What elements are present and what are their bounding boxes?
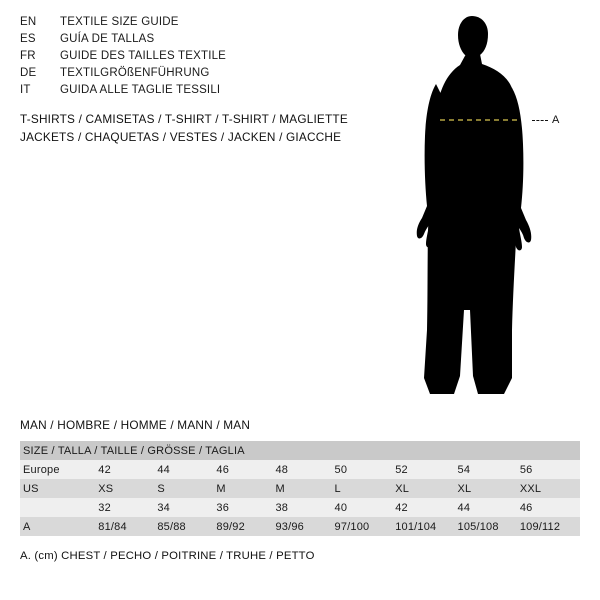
- cell: 56: [519, 463, 533, 476]
- garment-line-jackets: JACKETS / CHAQUETAS / VESTES / JACKEN / GIACCHE: [20, 130, 342, 144]
- table-title: MAN / HOMBRE / HOMME / MANN / MAN: [20, 418, 251, 432]
- table-footnote: A. (cm) CHEST / PECHO / POITRINE / TRUHE / PETTO: [20, 550, 315, 562]
- row-label: Europe: [23, 463, 60, 476]
- language-code: IT: [20, 84, 31, 96]
- cell: XS: [98, 482, 114, 495]
- language-text: GUÍA DE TALLAS: [60, 33, 155, 45]
- language-text: GUIDA ALLE TAGLIE TESSILI: [60, 84, 221, 96]
- row-label: US: [23, 482, 39, 495]
- size-table: [20, 441, 580, 536]
- cell: 101/104: [395, 520, 437, 533]
- cell: 97/100: [334, 520, 370, 533]
- cell: 34: [157, 501, 170, 514]
- language-row: [20, 84, 380, 101]
- cell: XL: [395, 482, 410, 495]
- cell: 44: [457, 501, 471, 514]
- language-code: FR: [20, 50, 36, 62]
- language-code: EN: [20, 16, 37, 28]
- language-row: [20, 16, 380, 33]
- cell: 42: [98, 463, 111, 476]
- cell: 40: [334, 501, 348, 514]
- cell: 46: [216, 463, 230, 476]
- language-row: [20, 50, 380, 67]
- garment-types: [20, 110, 420, 146]
- cell: M: [275, 482, 285, 495]
- body-silhouette: [400, 10, 590, 405]
- table-header-row: [20, 441, 580, 460]
- cell: S: [157, 482, 165, 495]
- cell: 38: [275, 501, 289, 514]
- row-label: A: [23, 520, 31, 533]
- language-text: TEXTILGRÖßENFÜHRUNG: [60, 67, 210, 79]
- language-row: [20, 33, 380, 50]
- cell: 81/84: [98, 520, 127, 533]
- cell: M: [216, 482, 226, 495]
- language-list: [20, 16, 380, 101]
- cell: 85/88: [157, 520, 186, 533]
- cell: 52: [395, 463, 408, 476]
- cell: 89/92: [216, 520, 245, 533]
- language-text: TEXTILE SIZE GUIDE: [60, 16, 179, 28]
- cell: 46: [519, 501, 533, 514]
- language-text: GUIDE DES TAILLES TEXTILE: [60, 50, 227, 62]
- cell: 36: [216, 501, 230, 514]
- cell: 105/108: [457, 520, 499, 533]
- cell: 48: [275, 463, 289, 476]
- cell: 50: [334, 463, 348, 476]
- language-code: ES: [20, 33, 36, 45]
- silhouette-svg: [400, 10, 590, 405]
- language-row: [20, 67, 380, 84]
- table-row: [20, 460, 580, 479]
- row-label: [20, 498, 96, 517]
- cell: 32: [98, 501, 111, 514]
- cell: XXL: [519, 482, 542, 495]
- table-header-label: SIZE / TALLA / TAILLE / GRÖSSE / TAGLIA: [23, 444, 245, 457]
- cell: 42: [395, 501, 408, 514]
- cell: 109/112: [519, 520, 561, 533]
- measure-label-a: A: [552, 114, 560, 126]
- garment-line-tshirts: T-SHIRTS / CAMISETAS / T-SHIRT / T-SHIRT / MAGLIETTE: [20, 112, 348, 126]
- cell: 54: [457, 463, 471, 476]
- table-row: [20, 517, 580, 536]
- cell: 44: [157, 463, 170, 476]
- cell: 93/96: [275, 520, 304, 533]
- cell: XL: [457, 482, 472, 495]
- language-code: DE: [20, 67, 37, 79]
- table-row: [20, 498, 580, 517]
- table-row: [20, 479, 580, 498]
- measure-leader-icon: [532, 120, 548, 122]
- cell: L: [334, 482, 341, 495]
